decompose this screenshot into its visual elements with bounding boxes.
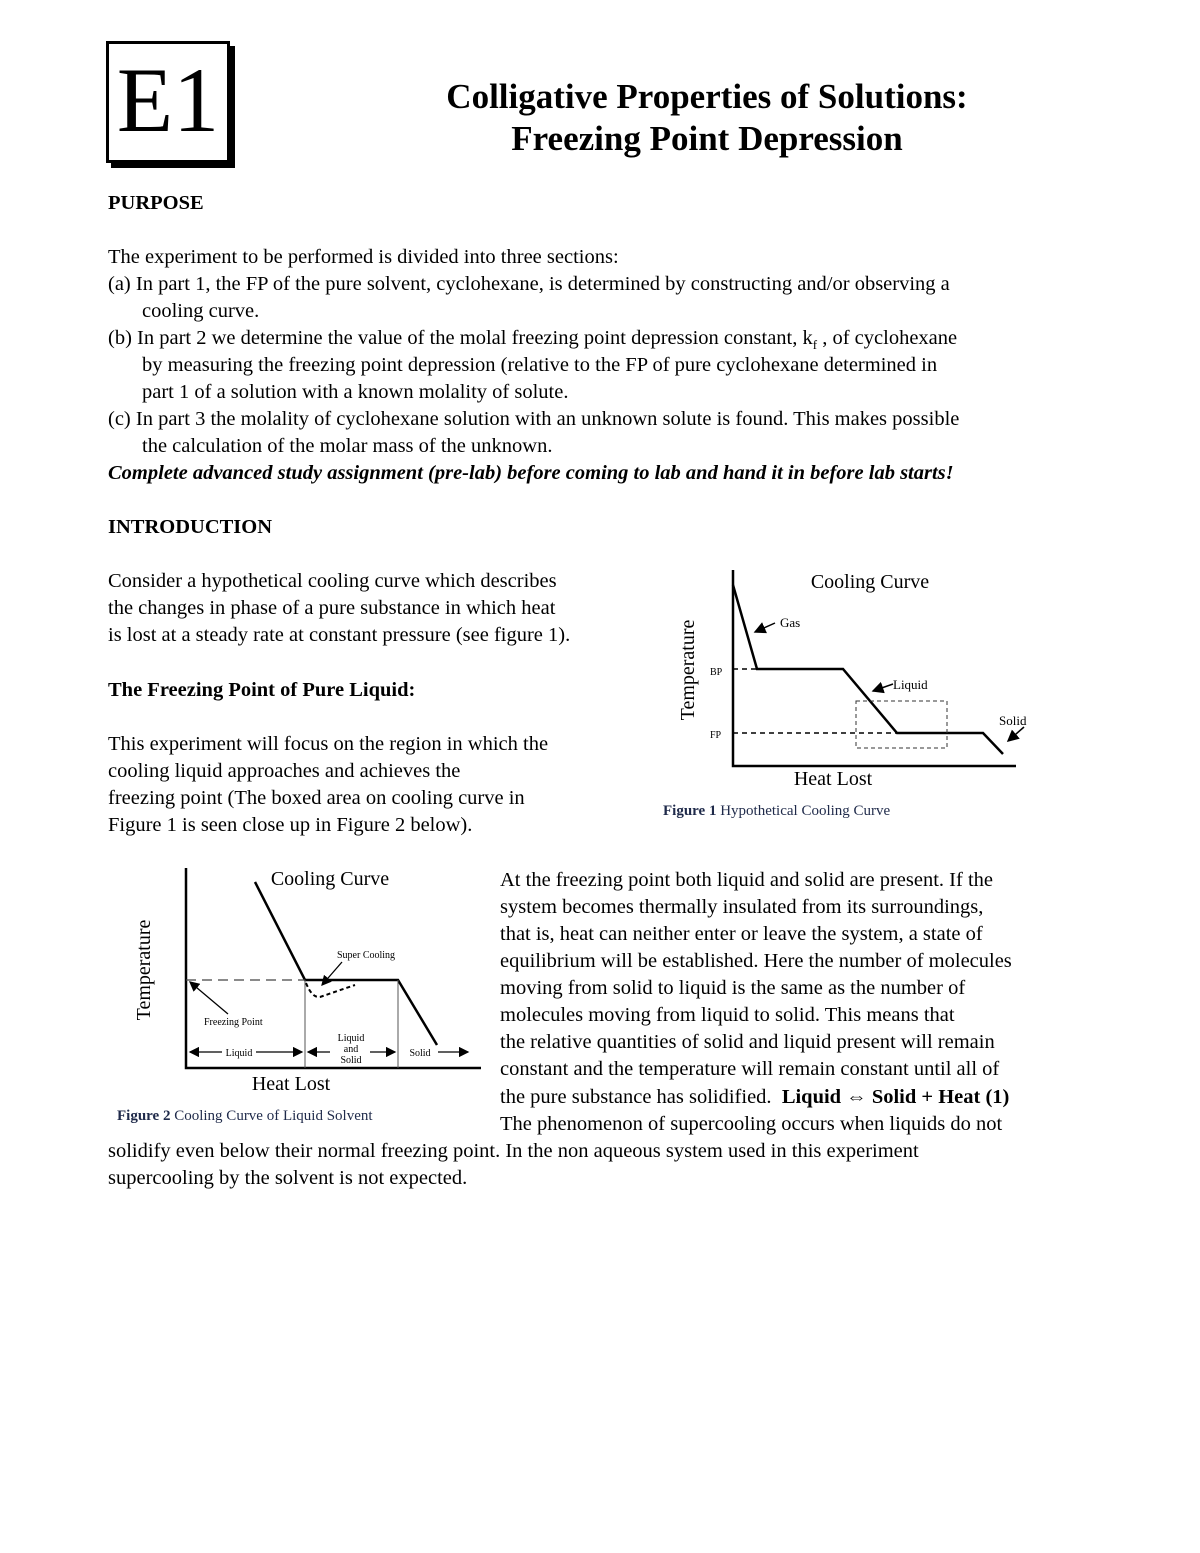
freezing-point-arrow-icon [190,982,228,1014]
figure-2-cooling-curve [117,868,481,1124]
figure-2-liquid-solid-label: Liquid [337,1033,365,1044]
intro-line: At the freezing point both liquid and solid are present. If the [500,869,994,891]
intro-line: moving from solid to liquid is the same as the number of [500,977,966,999]
figure-1-gas-label: Gas [780,615,801,630]
figure-2-caption: Figure 2 Cooling Curve of Liquid Solvent [117,1108,373,1124]
page-title-line2: Freezing Point Depression [511,119,903,158]
intro-line: freezing point (The boxed area on cooling curve in [108,787,525,809]
purpose-line: the calculation of the molar mass of the unknown. [142,435,553,457]
intro-line: the relative quantities of solid and liquid present will remain [500,1031,995,1053]
figure-1-xlabel: Heat Lost [793,768,873,790]
figure-1-solid-label: Solid [999,713,1027,728]
purpose-line: (c) In part 3 the molality of cyclohexane solution with an unknown solute is found. This makes possible [108,408,960,430]
gas-arrow-icon [755,623,775,632]
intro-line: This experiment will focus on the region in which the [108,733,549,755]
intro-line: supercooling by the solvent is not expected. [108,1167,468,1189]
solid-arrow-icon [1008,727,1024,741]
intro-line: system becomes thermally insulated from its surroundings, [500,896,984,918]
intro-line: molecules moving from liquid to solid. This means that [500,1004,955,1026]
intro-line: the pure substance has solidified. Liquid ⇔ Solid + Heat (1) [500,1086,1010,1108]
intro-line: Figure 1 is seen close up in Figure 2 below). [108,814,473,836]
figure-1-liquid-label: Liquid [893,677,928,692]
figure-2-curve [255,882,437,1045]
figure-1-bp-label: BP [710,667,723,678]
supercooling-arrow-icon [322,962,342,985]
intro-line: equilibrium will be established. Here the number of molecules [500,950,1012,972]
figure-1-title: Cooling Curve [810,571,930,593]
figure-1-curve [733,585,1003,754]
section-logo-e1: E1 [106,41,230,163]
figure-2-supercooling-curve [306,983,355,997]
purpose-line: (b) In part 2 we determine the value of the molal freezing point depression constant, $k_f$ , of cyclohexane [108,327,958,353]
figure-1-cooling-curve [663,570,1027,819]
intro-line: cooling liquid approaches and achieves the [108,760,461,782]
page-title-line1: Colligative Properties of Solutions: [446,77,968,116]
intro-line: that is, heat can neither enter or leave the system, a state of [500,923,983,945]
intro-line: the changes in phase of a pure substance in which heat [108,597,556,619]
purpose-line: by measuring the freezing point depression (relative to the FP of pure cyclohexane determined in [142,354,938,376]
intro-line: constant and the temperature will remain constant until all of [500,1058,1000,1080]
figure-1-ylabel: Temperature [677,619,699,721]
purpose-line: The experiment to be performed is divided into three sections: [108,246,619,268]
figure-2-liquid-label: Liquid [225,1048,253,1059]
figure-2-freezing-point-label: Freezing Point [204,1017,263,1028]
subheading-freezing-point: The Freezing Point of Pure Liquid: [108,679,416,701]
prelab-notice: Complete advanced study assignment (pre-lab) before coming to lab and hand it in before lab starts! [108,462,954,484]
purpose-line: cooling curve. [142,300,260,322]
figure-2-xlabel: Heat Lost [251,1073,331,1095]
liquid-arrow-icon [873,684,893,691]
figure-2-axes [186,868,481,1068]
intro-line: solidify even below their normal freezing point. In the non aqueous system used in this experiment [108,1140,919,1162]
figure-2-supercooling-label: Super Cooling [337,950,396,961]
figure-2-solid-label: Solid [409,1048,431,1059]
purpose-line: part 1 of a solution with a known molality of solute. [142,381,569,403]
figure-2-title: Cooling Curve [270,868,390,890]
intro-line: The phenomenon of supercooling occurs when liquids do not [500,1113,1003,1135]
figure-2-ylabel: Temperature [133,919,155,1021]
intro-line: Consider a hypothetical cooling curve which describes [108,570,557,592]
purpose-line: (a) In part 1, the FP of the pure solvent, cyclohexane, is determined by constructing and/or observing a [108,273,950,295]
figure-2-and-label: and [343,1044,359,1055]
purpose-heading: PURPOSE [108,192,204,214]
figure-1-zoom-box [856,701,947,748]
figure-1-fp-label: FP [710,730,722,741]
equation-1: Liquid ⇔ Solid + Heat (1) [781,1086,1010,1108]
introduction-heading: INTRODUCTION [108,516,273,538]
figure-1-caption: Figure 1 Hypothetical Cooling Curve [663,803,891,819]
intro-line: is lost at a steady rate at constant pressure (see figure 1). [108,624,571,646]
figure-2-solid2-label: Solid [340,1055,362,1066]
